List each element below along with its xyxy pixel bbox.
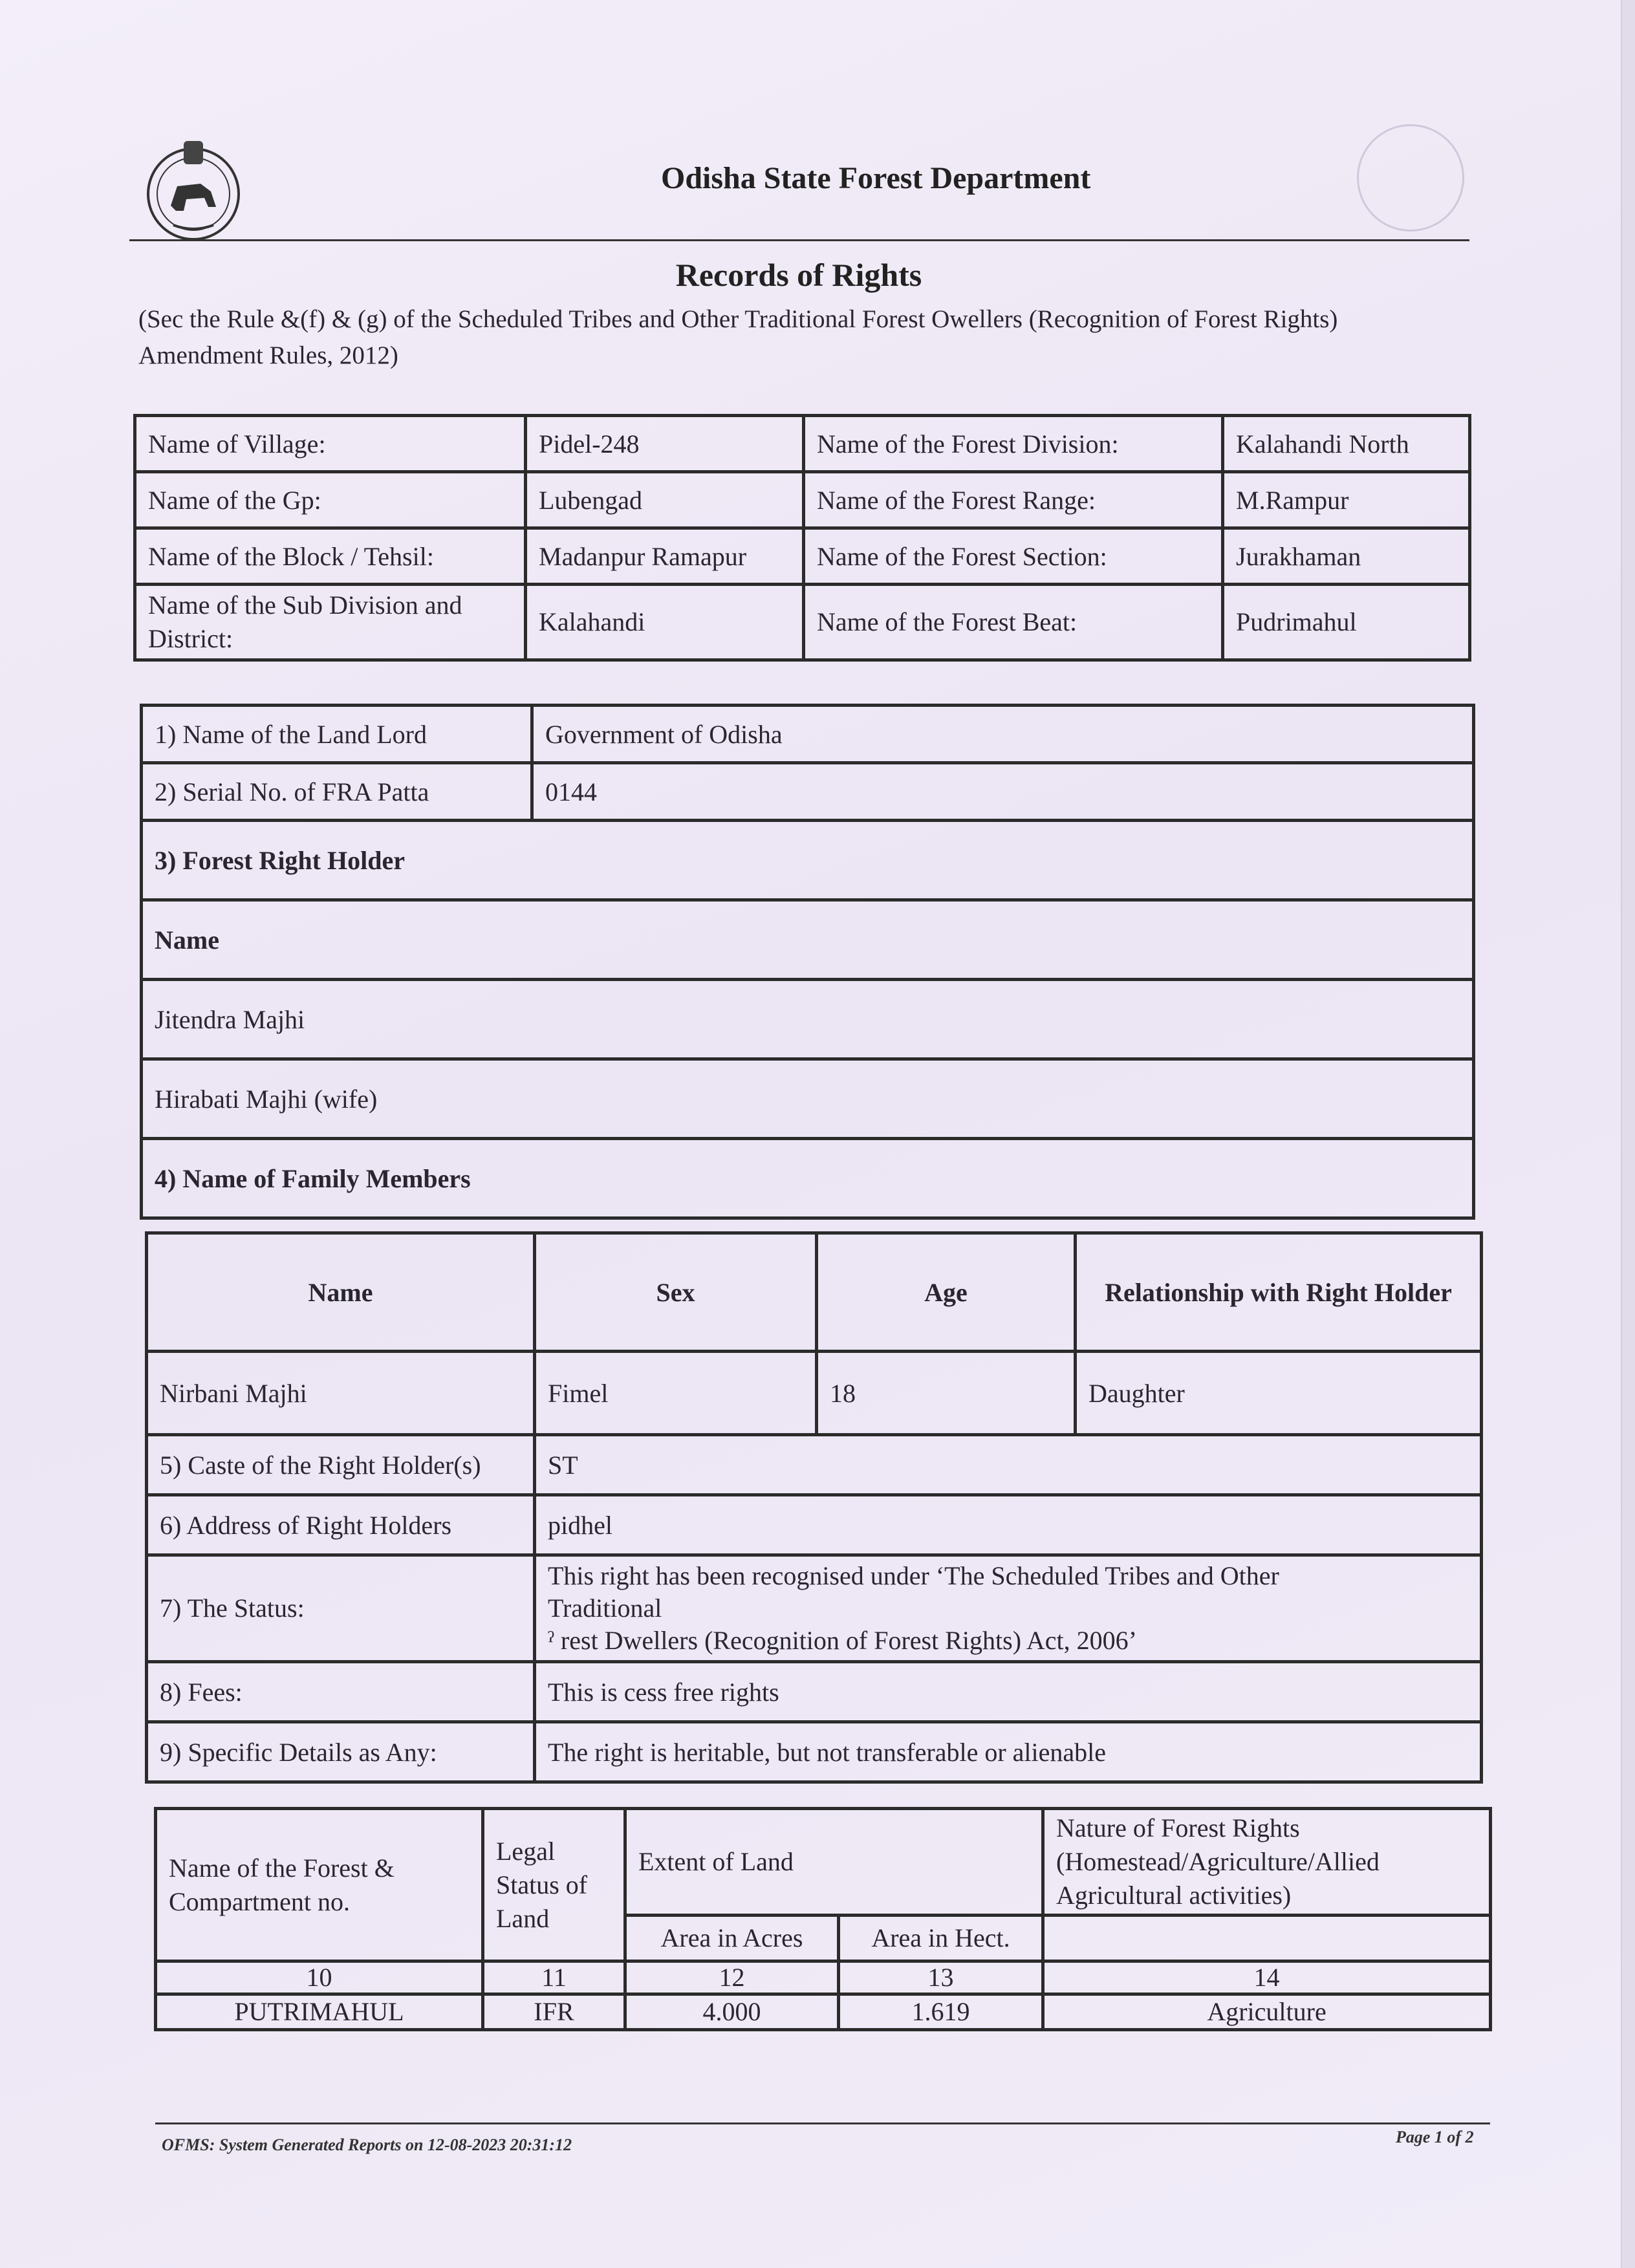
- page-edge: [1621, 0, 1635, 2268]
- value-cell: ST: [535, 1435, 1482, 1495]
- table-row: [142, 821, 1474, 900]
- faded-seal-icon: [1357, 124, 1464, 232]
- label-cell: Name of the Forest Section:: [804, 528, 1223, 585]
- value-cell: Kalahandi North: [1223, 416, 1470, 472]
- table-row: [142, 1139, 1474, 1218]
- table-row: [147, 1662, 1482, 1722]
- label-cell: 5) Caste of the Right Holder(s): [147, 1435, 535, 1495]
- label-cell: Name of the Gp:: [135, 472, 526, 528]
- document-subtitle: (Sec the Rule &(f) & (g) of the Scheduled Tribes and Other Traditional Forest Owellers (Recognition of Forest Rights) Amendment Rules, 2012): [138, 305, 1338, 369]
- table-row: [147, 1495, 1482, 1555]
- value-cell: Government of Odisha: [532, 706, 1474, 763]
- value-cell: pidhel: [535, 1495, 1482, 1555]
- area-acres: 4.000: [625, 1994, 839, 2030]
- value-cell: Pidel-248: [526, 416, 804, 472]
- label-cell: Name of Village:: [135, 416, 526, 472]
- value-cell: Pudrimahul: [1223, 585, 1470, 660]
- member-name: Nirbani Majhi: [147, 1352, 535, 1435]
- label-cell: Name of the Sub Division and District:: [135, 585, 526, 660]
- table-row: [142, 763, 1474, 821]
- land-details-table: [154, 1807, 1492, 2031]
- value-cell: 0144: [532, 763, 1474, 821]
- column-header: Relationship with Right Holder: [1076, 1233, 1482, 1352]
- label-cell: 7) The Status:: [147, 1555, 535, 1662]
- odisha-emblem-icon: [141, 135, 246, 246]
- column-header: Sex: [535, 1233, 817, 1352]
- table-row: [147, 1352, 1482, 1435]
- column-number: 13: [839, 1961, 1043, 1994]
- label-cell: Name of the Forest Beat:: [804, 585, 1223, 660]
- table-row: [142, 900, 1474, 980]
- status-line: This right has been recognised under ‘The Scheduled Tribes and Other: [548, 1561, 1279, 1590]
- table-row: [135, 416, 1470, 472]
- label-cell: Name of the Forest Division:: [804, 416, 1223, 472]
- column-header: Nature of Forest Rights (Homestead/Agriculture/Allied Agricultural activities): [1043, 1809, 1491, 1916]
- member-age: 18: [817, 1352, 1076, 1435]
- table-row: [156, 1994, 1491, 2030]
- header-divider: [129, 239, 1469, 241]
- value-cell: Madanpur Ramapur: [526, 528, 804, 585]
- column-header: Legal Status of Land: [483, 1809, 625, 1961]
- value-cell: The right is heritable, but not transferable or alienable: [535, 1722, 1482, 1782]
- footer-divider: [155, 2122, 1490, 2124]
- member-relationship: Daughter: [1076, 1352, 1482, 1435]
- value-cell: Jurakhaman: [1223, 528, 1470, 585]
- table-row: [147, 1233, 1482, 1352]
- holder-name: Jitendra Majhi: [142, 980, 1474, 1059]
- label-cell: 8) Fees:: [147, 1662, 535, 1722]
- table-row: [147, 1555, 1482, 1662]
- holder-name: Hirabati Majhi (wife): [142, 1059, 1474, 1139]
- column-number: 12: [625, 1961, 839, 1994]
- section-heading: 3) Forest Right Holder: [142, 821, 1474, 900]
- label-cell: 1) Name of the Land Lord: [142, 706, 532, 763]
- label-cell: Name of the Forest Range:: [804, 472, 1223, 528]
- value-cell: Kalahandi: [526, 585, 804, 660]
- section-heading: 4) Name of Family Members: [142, 1139, 1474, 1218]
- table-row: [147, 1722, 1482, 1782]
- rights-table: [140, 704, 1475, 1220]
- table-row: [142, 1059, 1474, 1139]
- column-header: Age: [817, 1233, 1076, 1352]
- area-hect: 1.619: [839, 1994, 1043, 2030]
- column-number: 10: [156, 1961, 483, 1994]
- table-row: [142, 980, 1474, 1059]
- value-cell: This is cess free rights: [535, 1662, 1482, 1722]
- column-number: 14: [1043, 1961, 1491, 1994]
- department-title: Odisha State Forest Department: [661, 161, 1091, 195]
- table-row: [147, 1435, 1482, 1495]
- label-cell: 9) Specific Details as Any:: [147, 1722, 535, 1782]
- label-cell: 6) Address of Right Holders: [147, 1495, 535, 1555]
- footer-page-number: Page 1 of 2: [1396, 2128, 1474, 2146]
- table-row: [156, 1961, 1491, 1994]
- table-row: [135, 472, 1470, 528]
- status-line: Traditional: [548, 1593, 662, 1623]
- label-cell: 2) Serial No. of FRA Patta: [142, 763, 532, 821]
- table-row: [135, 585, 1470, 660]
- family-details-table: [145, 1231, 1483, 1784]
- empty-cell: [1043, 1916, 1491, 1961]
- label-cell: Name of the Block / Tehsil:: [135, 528, 526, 585]
- document-title: Records of Rights: [675, 257, 922, 293]
- legal-status: IFR: [483, 1994, 625, 2030]
- status-value: [535, 1555, 1482, 1662]
- nature-of-rights: Agriculture: [1043, 1994, 1491, 2030]
- column-header: Name of the Forest & Compartment no.: [156, 1809, 483, 1961]
- value-cell: M.Rampur: [1223, 472, 1470, 528]
- column-header: Extent of Land: [625, 1809, 1043, 1916]
- sub-header: Area in Hect.: [839, 1916, 1043, 1961]
- status-line: ˀ rest Dwellers (Recognition of Forest Rights) Act, 2006’: [548, 1626, 1137, 1655]
- column-header: Name: [147, 1233, 535, 1352]
- table-row: [156, 1809, 1491, 1916]
- column-heading: Name: [142, 900, 1474, 980]
- sub-header: Area in Acres: [625, 1916, 839, 1961]
- member-sex: Fimel: [535, 1352, 817, 1435]
- location-table: [133, 414, 1471, 662]
- value-cell: Lubengad: [526, 472, 804, 528]
- footer-generated-note: OFMS: System Generated Reports on 12-08-2023 20:31:12: [162, 2135, 572, 2154]
- forest-name: PUTRIMAHUL: [156, 1994, 483, 2030]
- table-row: [142, 706, 1474, 763]
- column-number: 11: [483, 1961, 625, 1994]
- table-row: [135, 528, 1470, 585]
